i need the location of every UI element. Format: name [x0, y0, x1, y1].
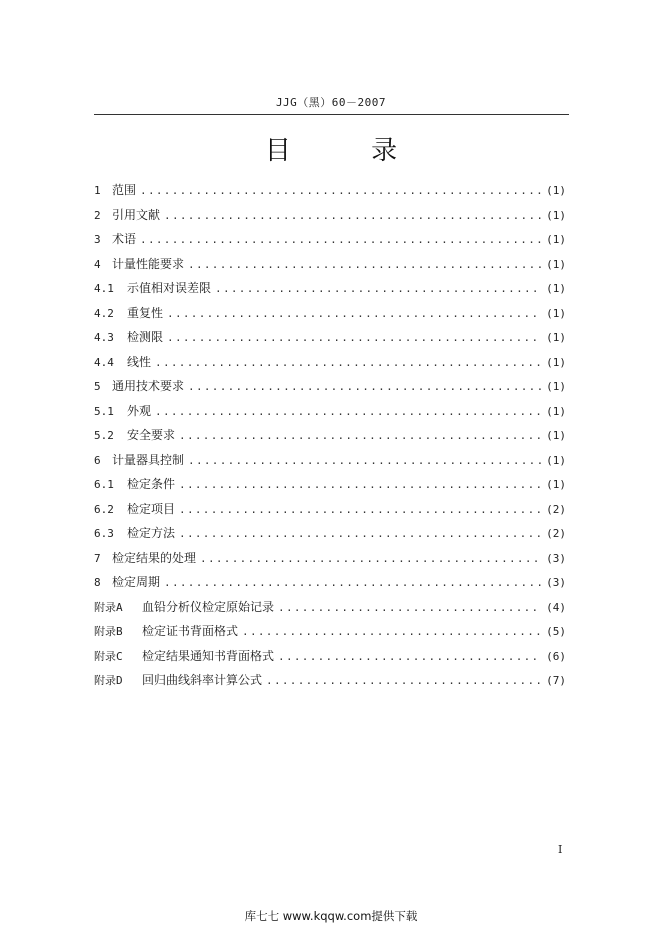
toc-entry-page: (1)	[546, 429, 566, 442]
toc-entry	[94, 619, 566, 644]
toc-entry-page: (1)	[546, 306, 566, 320]
toc-entry	[94, 521, 566, 546]
toc-entry-label: 安全要求	[127, 428, 176, 442]
toc-entry-number: 7	[94, 551, 101, 565]
toc-dot-leader	[155, 400, 542, 425]
toc-entry-label: 示值相对误差限	[127, 281, 212, 295]
toc-entry-label: 检定周期	[112, 575, 161, 589]
toc-entry-page: (3)	[546, 576, 566, 589]
page-number: I	[558, 843, 563, 856]
toc-entry-label: 检定方法	[127, 526, 176, 540]
toc-dot-leader	[278, 596, 542, 621]
toc-entry-page: (1)	[546, 208, 566, 222]
toc-entry	[94, 570, 566, 595]
toc-dot-leader	[242, 620, 542, 645]
toc-dot-leader	[140, 179, 542, 204]
toc-entry-label: 检定条件	[127, 477, 176, 491]
toc-entry-page: (1)	[546, 478, 566, 491]
toc-entry-page: (7)	[546, 674, 566, 687]
toc-entry	[94, 399, 566, 424]
toc-entry-number: 附录A	[94, 600, 123, 614]
toc-entry-label: 检定证书背面格式	[142, 624, 239, 638]
toc-entry-number: 6	[94, 453, 101, 467]
toc-entry-number: 6.3	[94, 527, 114, 540]
toc-entry-page: (5)	[546, 625, 566, 638]
toc-entry-number: 3	[94, 233, 101, 246]
toc-dot-leader	[266, 669, 542, 694]
toc-entry	[94, 472, 566, 497]
toc-dot-leader	[188, 253, 542, 278]
toc-entry-label: 血铅分析仪检定原始记录	[142, 599, 275, 614]
toc-entry-label: 外观	[127, 403, 152, 418]
toc-entry	[94, 595, 566, 620]
toc-entry-page: (1)	[546, 233, 566, 246]
toc-entry	[94, 203, 566, 228]
toc-entry	[94, 276, 566, 301]
toc-entry-number: 1	[94, 184, 101, 197]
document-header: JJG（黑）60－2007	[275, 96, 387, 109]
toc-entry-number: 附录B	[94, 625, 123, 638]
toc-dot-leader	[179, 424, 542, 449]
toc-dot-leader	[278, 645, 542, 670]
toc-entry-number: 6.1	[94, 478, 114, 491]
table-of-contents	[94, 178, 566, 693]
toc-entry-number: 4	[94, 257, 101, 271]
toc-dot-leader	[167, 326, 542, 351]
toc-dot-leader	[167, 302, 542, 327]
toc-dot-leader	[215, 277, 542, 302]
toc-entry	[94, 448, 566, 473]
toc-dot-leader	[179, 522, 542, 547]
toc-dot-leader	[200, 547, 542, 572]
toc-entry-page: (3)	[546, 551, 566, 565]
toc-entry-page: (1)	[546, 331, 566, 344]
toc-entry-label: 检定结果的处理	[112, 550, 197, 565]
toc-entry-label: 术语	[112, 232, 137, 246]
toc-dot-leader	[188, 449, 542, 474]
toc-entry-page: (1)	[546, 404, 566, 418]
toc-entry-page: (1)	[546, 453, 566, 467]
toc-entry-number: 4.3	[94, 331, 114, 344]
toc-entry-number: 8	[94, 576, 101, 589]
toc-entry	[94, 668, 566, 693]
toc-entry-page: (4)	[546, 600, 566, 614]
toc-dot-leader	[140, 228, 542, 253]
toc-entry	[94, 325, 566, 350]
toc-dot-leader	[155, 351, 542, 376]
toc-entry-page: (2)	[546, 502, 566, 516]
toc-entry-page: (1)	[546, 380, 566, 393]
download-watermark: 库七七 www.kqqw.com提供下载	[244, 909, 418, 923]
toc-entry-page: (1)	[546, 184, 566, 197]
toc-entry	[94, 301, 566, 326]
toc-dot-leader	[164, 571, 542, 596]
toc-entry-label: 计量性能要求	[112, 256, 185, 271]
toc-dot-leader	[179, 473, 542, 498]
toc-entry-number: 附录C	[94, 649, 123, 663]
toc-entry-label: 引用文献	[112, 207, 161, 222]
toc-entry-label: 检定项目	[127, 501, 176, 516]
toc-entry	[94, 497, 566, 522]
toc-entry-number: 2	[94, 208, 101, 222]
header-rule	[94, 114, 569, 115]
toc-entry-label: 通用技术要求	[112, 379, 185, 393]
toc-entry-page: (1)	[546, 282, 566, 295]
toc-entry-label: 线性	[127, 354, 152, 369]
toc-entry-page: (6)	[546, 649, 566, 663]
toc-entry-number: 4.2	[94, 306, 114, 320]
toc-entry-number: 6.2	[94, 502, 114, 516]
toc-entry-page: (1)	[546, 355, 566, 369]
page-title: 目 录	[264, 136, 434, 166]
toc-entry-label: 回归曲线斜率计算公式	[142, 673, 263, 687]
toc-entry	[94, 350, 566, 375]
toc-entry	[94, 644, 566, 669]
toc-entry-number: 5.1	[94, 404, 114, 418]
toc-entry-page: (1)	[546, 257, 566, 271]
toc-entry	[94, 252, 566, 277]
toc-entry-label: 范围	[112, 183, 137, 197]
toc-entry-number: 5	[94, 380, 101, 393]
toc-dot-leader	[188, 375, 542, 400]
toc-entry-label: 检定结果通知书背面格式	[142, 648, 275, 663]
toc-entry-page: (2)	[546, 527, 566, 540]
toc-entry	[94, 374, 566, 399]
toc-entry	[94, 546, 566, 571]
toc-entry	[94, 178, 566, 203]
toc-entry-label: 计量器具控制	[112, 452, 185, 467]
toc-entry-number: 5.2	[94, 429, 114, 442]
toc-entry	[94, 423, 566, 448]
toc-entry-label: 检测限	[127, 330, 164, 344]
toc-entry-number: 4.1	[94, 282, 114, 295]
toc-entry	[94, 227, 566, 252]
toc-entry-number: 附录D	[94, 674, 123, 687]
toc-entry-label: 重复性	[127, 305, 164, 320]
toc-dot-leader	[179, 498, 542, 523]
toc-entry-number: 4.4	[94, 355, 114, 369]
toc-dot-leader	[164, 204, 542, 229]
